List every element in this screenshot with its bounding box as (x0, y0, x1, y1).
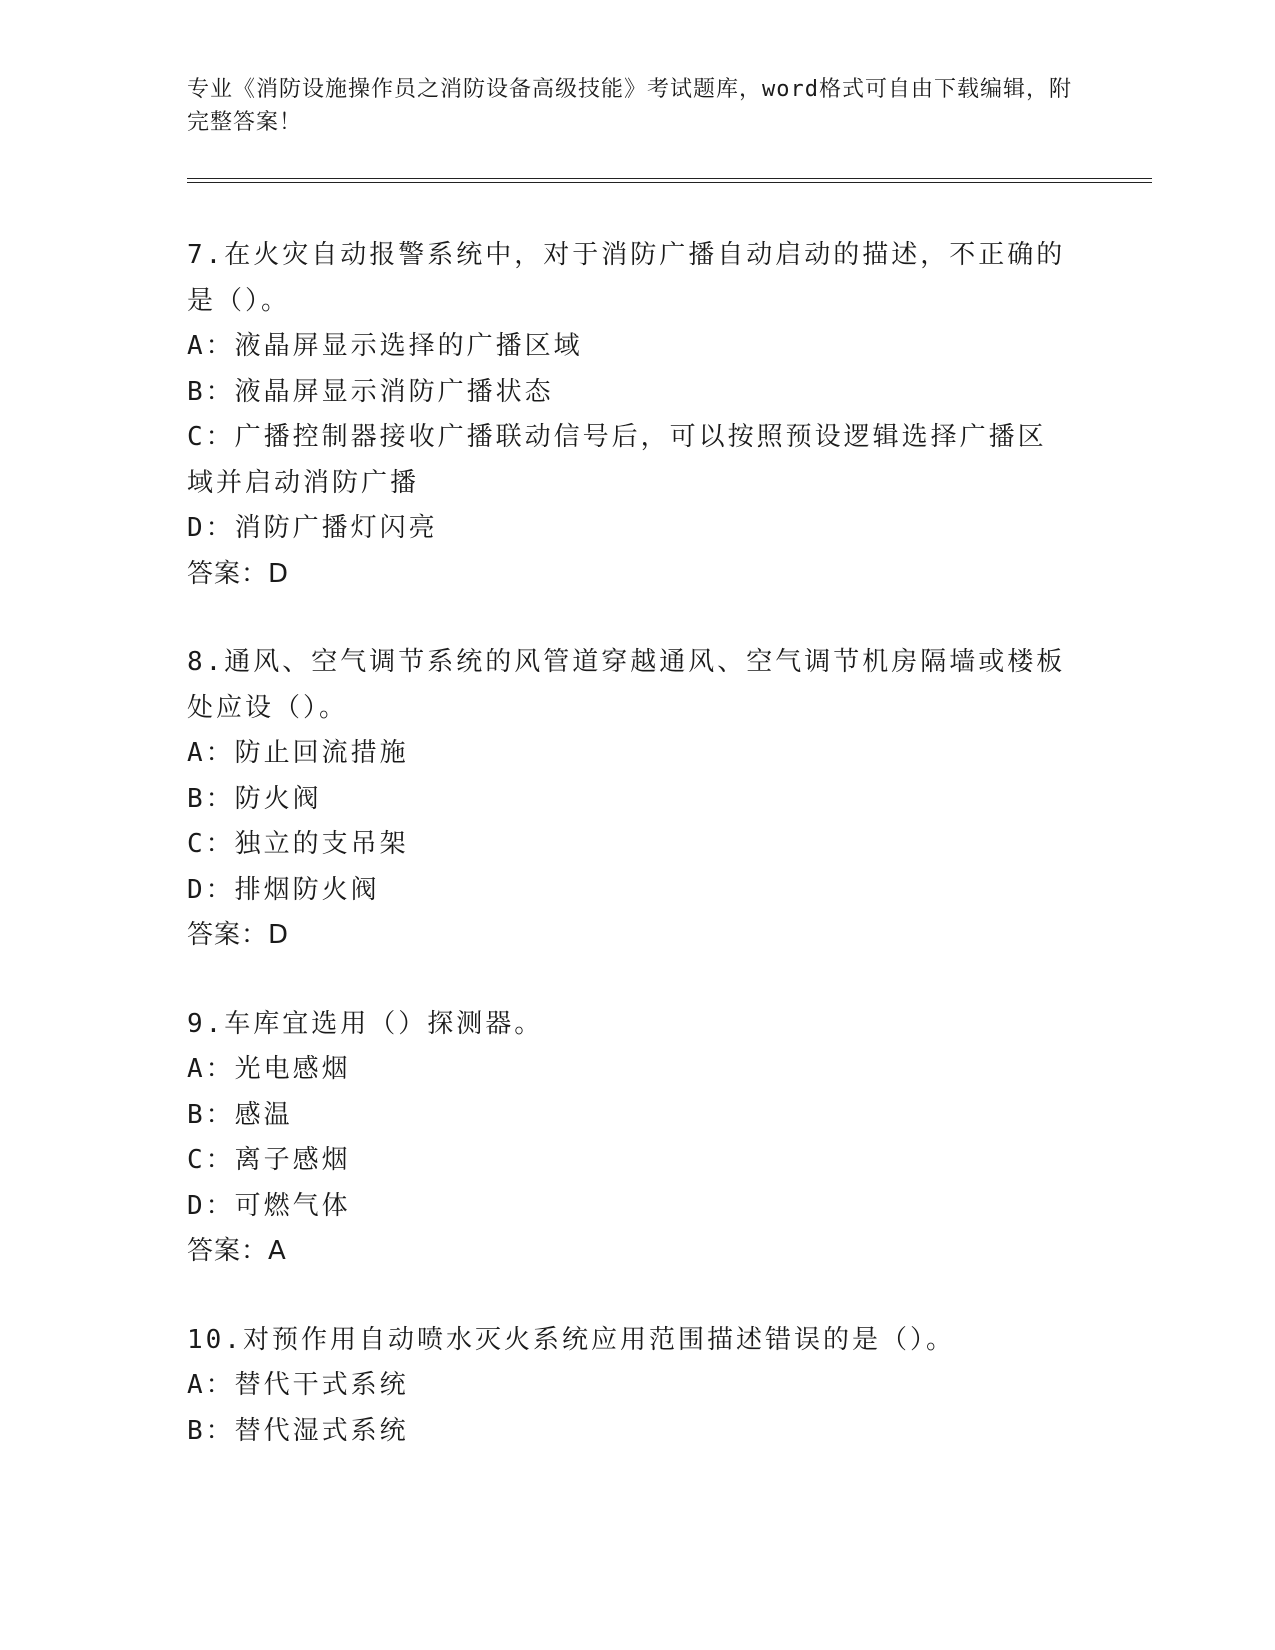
option-a: A：替代干式系统 (187, 1370, 409, 1400)
option-b: B：液晶屏显示消防广播状态 (187, 376, 554, 407)
question-stem: 8.通风、空气调节系统的风管道穿越通风、空气调节机房隔墙或楼板处应设（）。 (187, 647, 1066, 723)
question-stem: 9.车库宜选用（）探测器。 (187, 1008, 544, 1039)
header-double-rule (187, 178, 1152, 183)
option-b: B：防火阀 (187, 783, 322, 814)
question-10 (187, 1318, 1067, 1455)
option-d: D：可燃气体 (187, 1190, 351, 1221)
option-a: A：液晶屏显示选择的广播区域 (187, 331, 583, 361)
question-9 (187, 1002, 1067, 1275)
question-stem: 7.在火灾自动报警系统中，对于消防广播自动启动的描述，不正确的是（）。 (187, 240, 1066, 316)
option-d: D：消防广播灯闪亮 (187, 513, 438, 543)
option-c: C：独立的支吊架 (187, 829, 409, 859)
option-c: C：广播控制器接收广播联动信号后，可以按照预设逻辑选择广播区域并启动消防广播 (187, 422, 1047, 498)
option-b: B：感温 (187, 1099, 293, 1130)
answer-label: 答案：D (187, 920, 290, 950)
option-a: A：光电感烟 (187, 1054, 351, 1084)
question-stem: 10.对预作用自动喷水灭火系统应用范围描述错误的是（）。 (187, 1324, 955, 1355)
answer-label: 答案：A (187, 1236, 287, 1266)
option-b: B：替代湿式系统 (187, 1415, 409, 1446)
document-intro: 专业《消防设施操作员之消防设备高级技能》考试题库，word格式可自由下载编辑，附完整答案！ (187, 77, 1072, 135)
option-c: C：离子感烟 (187, 1145, 351, 1175)
option-d: D：排烟防火阀 (187, 874, 380, 905)
answer-label: 答案：D (187, 558, 290, 589)
option-a: A：防止回流措施 (187, 738, 409, 768)
question-7 (187, 233, 1067, 597)
question-list (187, 233, 1067, 1497)
question-8 (187, 640, 1067, 959)
